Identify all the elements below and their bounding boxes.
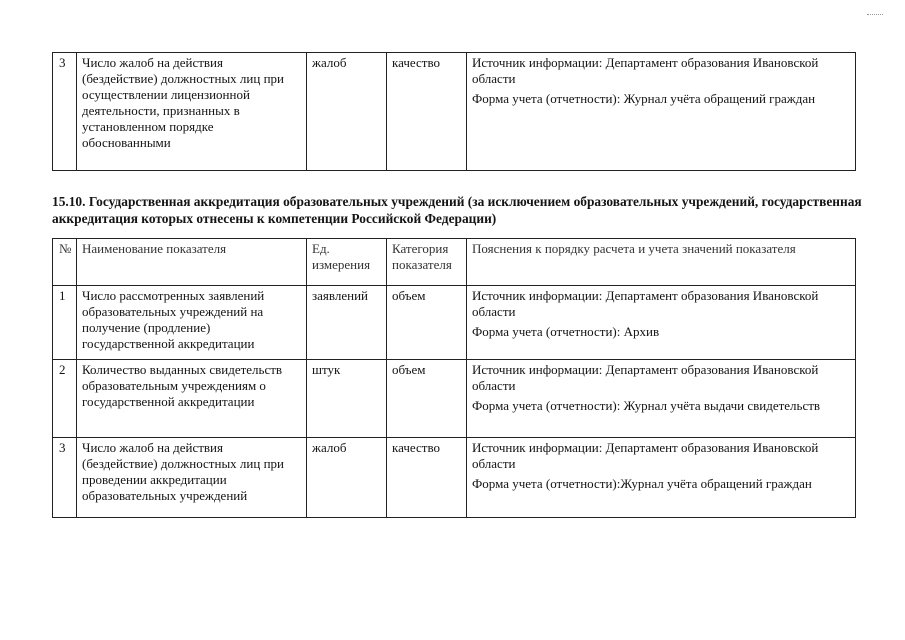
unit-of-measure: штук — [307, 360, 387, 438]
note-form: Форма учета (отчетности): Журнал учёта выдачи свидетельств — [472, 398, 821, 413]
calculation-notes — [467, 438, 856, 518]
indicator-table — [52, 238, 856, 518]
calculation-notes — [467, 53, 856, 171]
unit-of-measure: жалоб — [307, 438, 387, 518]
row-number: 3 — [53, 438, 77, 518]
table-row — [53, 53, 856, 171]
indicator-name: Число рассмотренных заявлений образовательных учреждений на получение (продление) государственной аккредитации — [77, 286, 307, 360]
indicator-name: Количество выданных свидетельств образовательным учреждениям о государственной аккредитации — [77, 360, 307, 438]
note-form: Форма учета (отчетности): Архив — [472, 324, 660, 339]
row-number: 1 — [53, 286, 77, 360]
table-row — [53, 286, 856, 360]
note-source: Источник информации: Департамент образования Ивановской области — [472, 440, 819, 471]
calculation-notes — [467, 286, 856, 360]
indicator-category: качество — [387, 438, 467, 518]
indicator-category: качество — [387, 53, 467, 171]
note-source: Источник информации: Департамент образования Ивановской области — [472, 288, 819, 319]
note-form: Форма учета (отчетности): Журнал учёта обращений граждан — [472, 91, 816, 106]
indicator-name: Число жалоб на действия (бездействие) должностных лиц при осуществлении лицензионной деятельности, признанных в установленном порядке обоснованными — [77, 53, 307, 171]
note-form: Форма учета (отчетности):Журнал учёта обращений граждан — [472, 476, 812, 491]
section-heading: 15.10. Государственная аккредитация образовательных учреждений (за исключением образовательных учреждений, государственная аккредитация которых отнесены к компетенции Российской Федерации) — [52, 194, 862, 226]
note-source: Источник информации: Департамент образования Ивановской области — [472, 55, 819, 86]
scan-mark — [867, 14, 883, 17]
header-notes: Пояснения к порядку расчета и учета значений показателя — [467, 239, 856, 286]
table-row — [53, 360, 856, 438]
header-name: Наименование показателя — [77, 239, 307, 286]
unit-of-measure: жалоб — [307, 53, 387, 171]
header-number: № — [53, 239, 77, 286]
header-category: Категория показателя — [387, 239, 467, 286]
header-unit: Ед. измерения — [307, 239, 387, 286]
calculation-notes — [467, 360, 856, 438]
table-header-row — [53, 239, 856, 286]
row-number: 3 — [53, 53, 77, 171]
indicator-category: объем — [387, 360, 467, 438]
table-row — [53, 438, 856, 518]
unit-of-measure: заявлений — [307, 286, 387, 360]
indicator-table-continuation — [52, 52, 856, 171]
indicator-category: объем — [387, 286, 467, 360]
note-source: Источник информации: Департамент образования Ивановской области — [472, 362, 819, 393]
indicator-name: Число жалоб на действия (бездействие) должностных лиц при проведении аккредитации образовательных учреждений — [77, 438, 307, 518]
row-number: 2 — [53, 360, 77, 438]
